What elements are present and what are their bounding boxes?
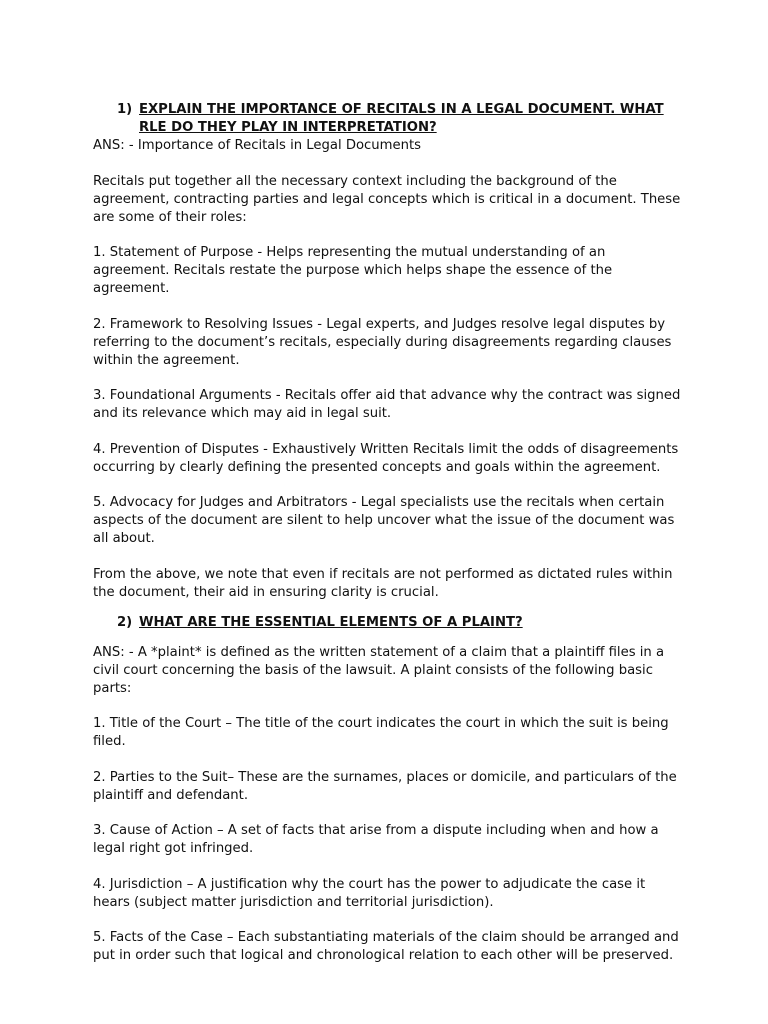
answer-2-item-4: 4. Jurisdiction – A justification why the court has the power to adjudicate the case it hears (subject matter jurisdiction and territorial jurisdiction). bbox=[93, 876, 646, 910]
question-1-title: EXPLAIN THE IMPORTANCE OF RECITALS IN A LEGAL DOCUMENT. WHAT RLE DO THEY PLAY IN INTERPRETATION? bbox=[139, 102, 664, 135]
question-2-heading bbox=[93, 614, 683, 632]
question-1-heading bbox=[93, 101, 683, 137]
answer-2-item-5: 5. Facts of the Case – Each substantiating materials of the claim should be arranged and put in order such that logical and chronological relation to each other will be preserved. bbox=[93, 930, 679, 963]
answer-1-item-2: 2. Framework to Resolving Issues - Legal experts, and Judges resolve legal disputes by referring to the document’s recitals, especially during disagreements regarding clauses within the agreement. bbox=[93, 316, 672, 368]
answer-1-item-5: 5. Advocacy for Judges and Arbitrators - Legal specialists use the recitals when certain aspects of the document are silent to help uncover what the issue of the document was all about. bbox=[93, 495, 675, 546]
question-1-number: 1) bbox=[117, 102, 133, 117]
answer-1-item-4: 4. Prevention of Disputes - Exhaustively Written Recitals limit the odds of disagreements occurring by clearly defining the presented concepts and goals within the agreement. bbox=[93, 441, 679, 475]
answer-2-item-2: 2. Parties to the Suit– These are the surnames, places or domicile, and particulars of the plaintiff and defendant. bbox=[93, 769, 677, 803]
question-2-number: 2) bbox=[117, 614, 133, 630]
answer-2-intro: ANS: - A *plaint* is defined as the written statement of a claim that a plaintiff files in a civil court concerning the basis of the lawsuit. A plaint consists of the following basic parts: bbox=[93, 644, 665, 696]
answer-1-item-1: 1. Statement of Purpose - Helps representing the mutual understanding of an agreement. Recitals restate the purpose which helps shape the essence of the agreement. bbox=[93, 245, 613, 296]
question-2-title: WHAT ARE THE ESSENTIAL ELEMENTS OF A PLAINT? bbox=[139, 614, 523, 630]
answer-2-item-3: 3. Cause of Action – A set of facts that arise from a dispute including when and how a legal right got infringed. bbox=[93, 823, 659, 856]
answer-1-conclusion: From the above, we note that even if recitals are not performed as dictated rules within the document, their aid in ensuring clarity is crucial. bbox=[93, 566, 673, 600]
answer-2-item-1: 1. Title of the Court – The title of the court indicates the court in which the suit is being filed. bbox=[93, 716, 669, 749]
document-content bbox=[93, 101, 683, 965]
answer-1-item-3: 3. Foundational Arguments - Recitals offer aid that advance why the contract was signed and its relevance which may aid in legal suit. bbox=[93, 388, 681, 421]
answer-1-intro: ANS: - Importance of Recitals in Legal Documents bbox=[93, 138, 422, 153]
answer-1-paragraph: Recitals put together all the necessary context including the background of the agreement, contracting parties and legal concepts which is critical in a document. These are some of their roles: bbox=[93, 173, 681, 225]
